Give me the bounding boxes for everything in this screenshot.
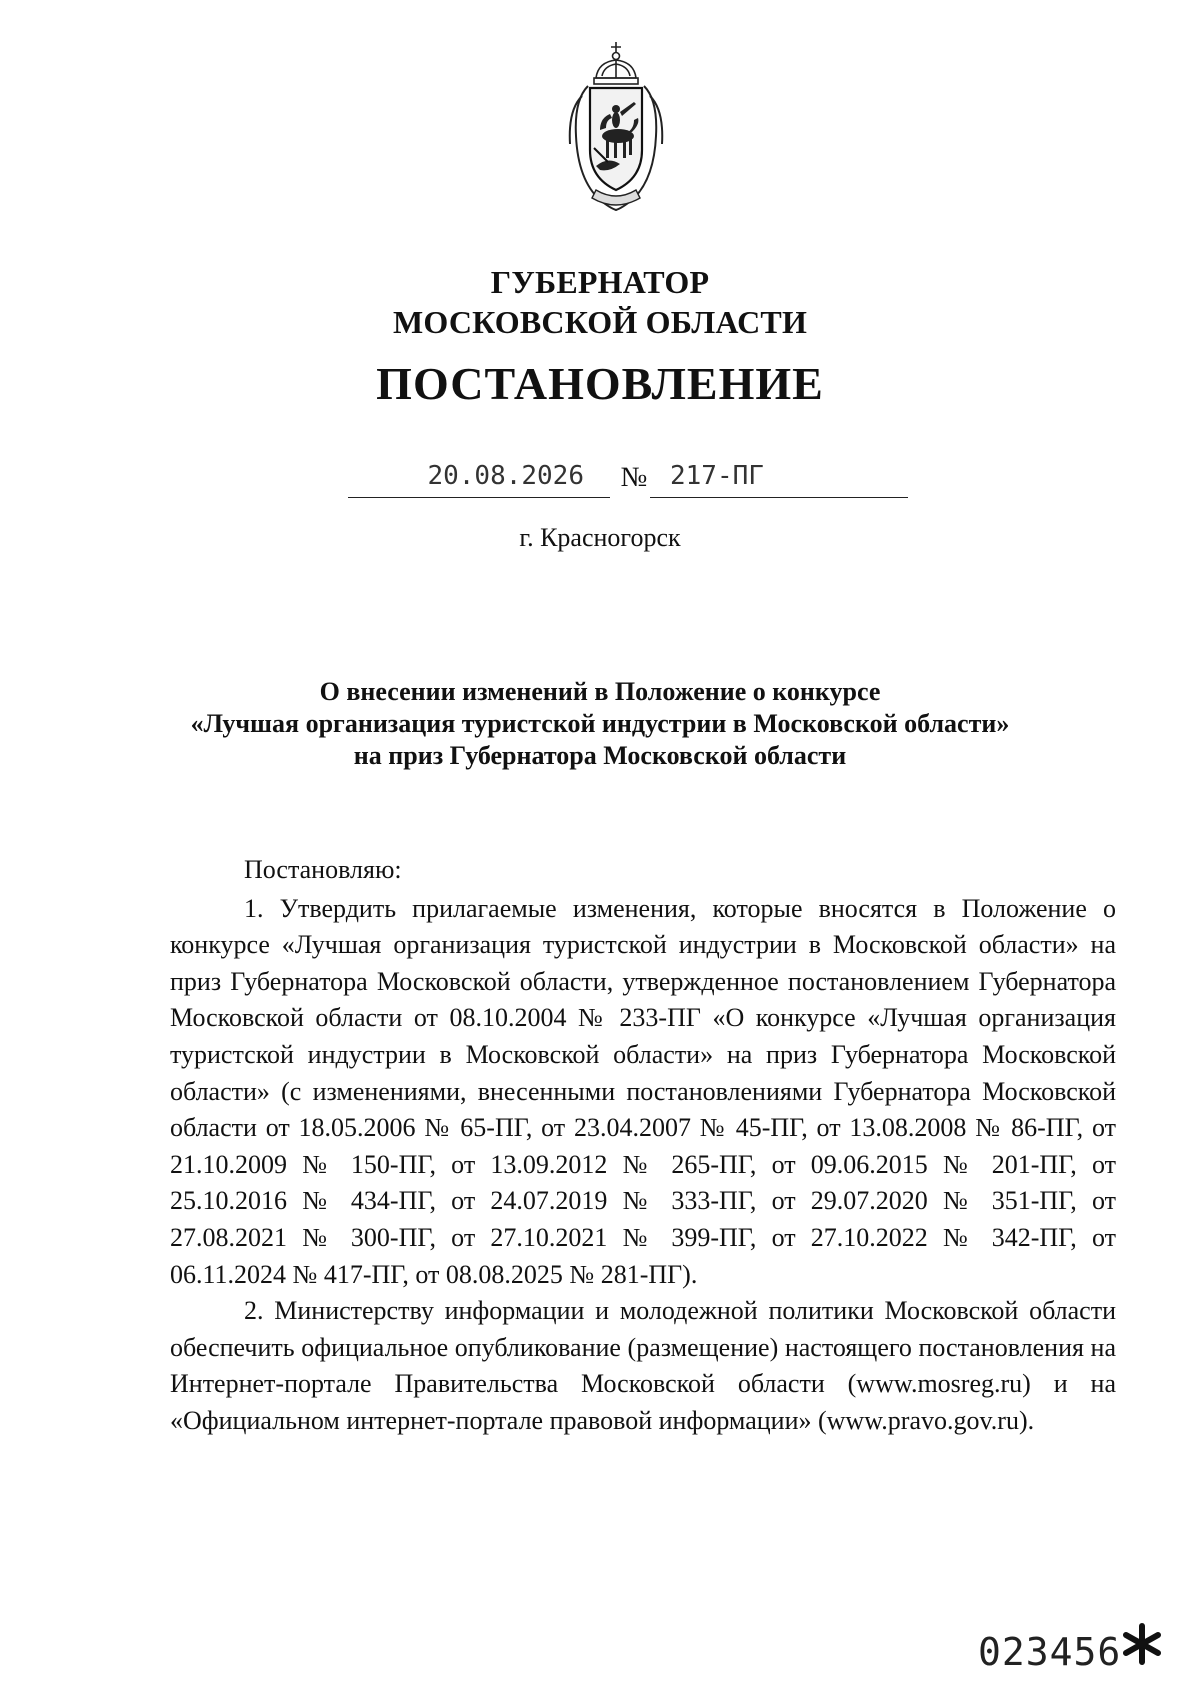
document-number: 217-ПГ: [670, 461, 764, 491]
subject-line-2: «Лучшая организация туристской индустрии в Московской области»: [190, 709, 1010, 738]
resolution-intro: Постановляю:: [244, 855, 402, 884]
number-sign: №: [620, 462, 648, 493]
number-field: [650, 458, 908, 498]
paragraph-2: 2. Министерству информации и молодежной политики Московской области обеспечить официальное опубликование (размещение) настоящего постановления на Интернет-портале Правительства Московской области (www.mosreg.ru) и на «Официальном интернет-портале правовой информации» (www.pravo.gov.ru).: [170, 1296, 1116, 1435]
coat-of-arms-icon: [560, 40, 672, 212]
authority-line-2: МОСКОВСКОЙ ОБЛАСТИ: [392, 304, 808, 340]
document-subject: [0, 676, 1200, 772]
subject-line-3: на приз Губернатора Московской области: [353, 741, 847, 770]
subject-line-1: О внесении изменений в Положение о конкурсе: [319, 677, 881, 706]
document-body: [170, 852, 1116, 1440]
issuing-authority: [0, 262, 1200, 342]
city-line: г. Красногорск: [519, 523, 681, 552]
serial-number: 023456: [978, 1630, 1122, 1674]
date-field: [348, 458, 610, 498]
asterisk-icon: [1120, 1622, 1164, 1666]
document-date: 20.08.2026: [427, 461, 584, 491]
document-type-title: ПОСТАНОВЛЕНИЕ: [376, 358, 824, 409]
paragraph-1: 1. Утвердить прилагаемые изменения, которые вносятся в Положение о конкурсе «Лучшая организация туристской индустрии в Московской области» на приз Губернатора Московской области, утвержденное постановлением Губернатора Московской области от 08.10.2004 № 233-ПГ «О конкурсе «Лучшая организация туристской индустрии в Московской области» на приз Губернатора Московской области» (с изменениями, внесенными постановлениями Губернатора Московской области от 18.05.2006 № 65-ПГ, от 23.04.2007 № 45-ПГ, от 13.08.2008 № 86-ПГ, от 21.10.2009 № 150-ПГ, от 13.09.2012 № 265-ПГ, от 09.06.2015 № 201-ПГ, от 25.10.2016 № 434-ПГ, от 24.07.2019 № 333-ПГ, от 29.07.2020 № 351-ПГ, от 27.08.2021 № 300-ПГ, от 27.10.2021 № 399-ПГ, от 27.10.2022 № 342-ПГ, от 06.11.2024 № 417-ПГ, от 08.08.2025 № 281-ПГ).: [170, 893, 1116, 1289]
authority-line-1: ГУБЕРНАТОР: [490, 264, 710, 300]
